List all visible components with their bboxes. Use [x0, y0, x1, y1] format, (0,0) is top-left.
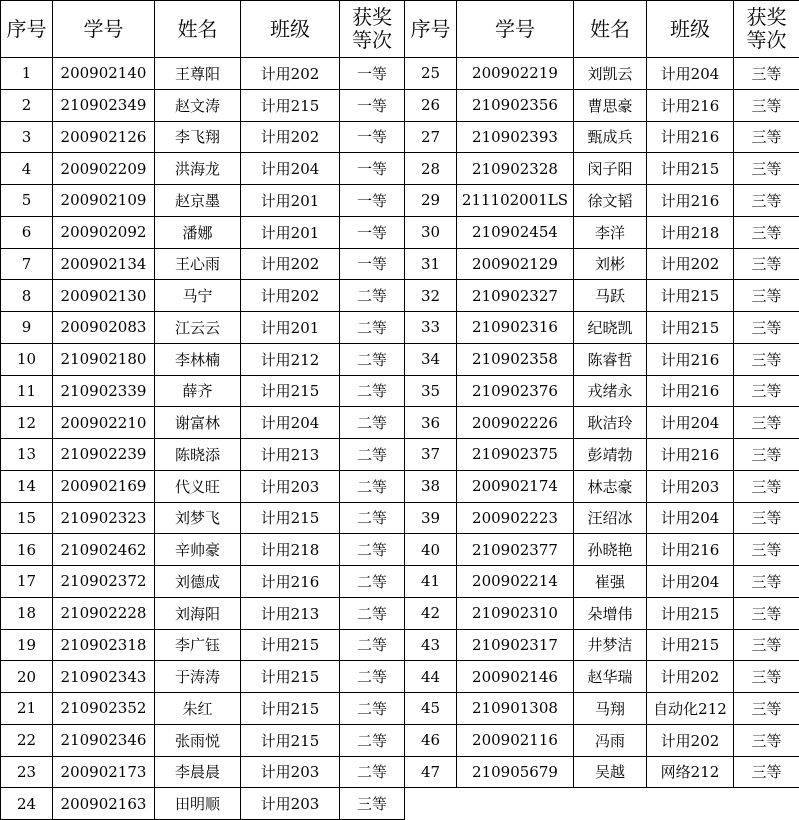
cell-award-level: 三等 — [734, 312, 799, 344]
cell-award-level: 二等 — [340, 343, 405, 375]
cell-award-level: 一等 — [340, 216, 405, 248]
cell-seq: 37 — [405, 439, 457, 471]
cell-student-id: 210902454 — [457, 216, 574, 248]
cell-class: 计用203 — [241, 470, 340, 502]
header-award-line1: 获奖 — [340, 6, 404, 29]
header-seq: 序号 — [1, 1, 53, 58]
cell-seq: 12 — [1, 407, 53, 439]
cell-award-level: 三等 — [734, 375, 799, 407]
cell-name: 马翔 — [574, 693, 647, 725]
cell-seq: 29 — [405, 185, 457, 217]
cell-seq: 16 — [1, 534, 53, 566]
cell-name: 陈晓添 — [155, 439, 241, 471]
cell-class: 计用203 — [241, 756, 340, 788]
cell-seq: 44 — [405, 661, 457, 693]
cell-class: 计用204 — [647, 58, 734, 90]
cell-award-level: 三等 — [734, 153, 799, 185]
table-row — [1, 280, 799, 312]
cell-name: 朱红 — [155, 693, 241, 725]
cell-student-id: 210902343 — [53, 661, 155, 693]
cell-award-level: 二等 — [340, 407, 405, 439]
cell-award-level: 二等 — [340, 280, 405, 312]
cell-name: 耿洁玲 — [574, 407, 647, 439]
cell-name: 谢富林 — [155, 407, 241, 439]
cell-name: 王尊阳 — [155, 58, 241, 90]
cell-award-level: 二等 — [340, 756, 405, 788]
cell-class: 计用204 — [241, 153, 340, 185]
cell-name: 马跃 — [574, 280, 647, 312]
cell-name: 陈睿哲 — [574, 343, 647, 375]
cell-class: 计用215 — [647, 312, 734, 344]
cell-class: 计用216 — [647, 121, 734, 153]
cell-seq: 31 — [405, 248, 457, 280]
cell-seq: 4 — [1, 153, 53, 185]
cell-name: 王心雨 — [155, 248, 241, 280]
cell-award-level: 三等 — [734, 216, 799, 248]
cell-seq: 33 — [405, 312, 457, 344]
cell-student-id: 210902356 — [457, 89, 574, 121]
cell-class: 计用215 — [241, 629, 340, 661]
cell-award-level: 二等 — [340, 312, 405, 344]
cell-name: 徐文韬 — [574, 185, 647, 217]
cell-class: 计用215 — [647, 280, 734, 312]
header-award-line2-right: 等次 — [734, 29, 799, 52]
cell-seq: 47 — [405, 756, 457, 788]
header-class: 班级 — [241, 1, 340, 58]
table-row — [1, 756, 799, 788]
cell-seq: 10 — [1, 343, 53, 375]
cell-class: 计用202 — [647, 248, 734, 280]
cell-award-level: 三等 — [734, 756, 799, 788]
table-row — [1, 534, 799, 566]
cell-award-level: 三等 — [734, 693, 799, 725]
table-row — [1, 693, 799, 725]
cell-class: 计用203 — [647, 470, 734, 502]
header-name-right: 姓名 — [574, 1, 647, 58]
cell-seq: 46 — [405, 724, 457, 756]
cell-student-id: 210902323 — [53, 502, 155, 534]
cell-seq: 11 — [1, 375, 53, 407]
header-seq-right: 序号 — [405, 1, 457, 58]
cell-award-level: 二等 — [340, 439, 405, 471]
cell-student-id: 210902339 — [53, 375, 155, 407]
cell-seq: 20 — [1, 661, 53, 693]
cell-student-id: 200902140 — [53, 58, 155, 90]
cell-award-level: 三等 — [734, 661, 799, 693]
table-row — [1, 312, 799, 344]
table-row — [1, 153, 799, 185]
cell-student-id: 210902393 — [457, 121, 574, 153]
cell-name: 吴越 — [574, 756, 647, 788]
cell-name: 刘彬 — [574, 248, 647, 280]
cell-seq: 27 — [405, 121, 457, 153]
cell-seq: 13 — [1, 439, 53, 471]
cell-class: 自动化212 — [647, 693, 734, 725]
cell-student-id: 210902239 — [53, 439, 155, 471]
table-row — [1, 216, 799, 248]
cell-name: 纪晓凯 — [574, 312, 647, 344]
cell-name: 田明顺 — [155, 788, 241, 820]
cell-class: 计用215 — [241, 375, 340, 407]
cell-name: 林志豪 — [574, 470, 647, 502]
table-row — [1, 89, 799, 121]
cell-seq: 18 — [1, 597, 53, 629]
cell-award-level: 三等 — [734, 89, 799, 121]
cell-name: 赵华瑞 — [574, 661, 647, 693]
cell-seq: 24 — [1, 788, 53, 820]
cell-award-level: 二等 — [340, 566, 405, 598]
cell-student-id: 200902083 — [53, 312, 155, 344]
cell-student-id: 200902226 — [457, 407, 574, 439]
cell-name: 于涛涛 — [155, 661, 241, 693]
cell-class: 计用202 — [241, 121, 340, 153]
cell-name: 江云云 — [155, 312, 241, 344]
cell-student-id: 210902180 — [53, 343, 155, 375]
cell-seq: 35 — [405, 375, 457, 407]
table-row — [1, 121, 799, 153]
cell-award-level: 三等 — [734, 185, 799, 217]
cell-class: 计用215 — [647, 597, 734, 629]
cell-student-id: 200902173 — [53, 756, 155, 788]
cell-award-level: 三等 — [734, 280, 799, 312]
cell-seq: 17 — [1, 566, 53, 598]
cell-award-level: 一等 — [340, 121, 405, 153]
cell-student-id: 200902109 — [53, 185, 155, 217]
cell-award-level: 二等 — [340, 597, 405, 629]
cell-class: 计用202 — [241, 280, 340, 312]
cell-seq: 38 — [405, 470, 457, 502]
cell-student-id: 200902214 — [457, 566, 574, 598]
cell-class: 网络212 — [647, 756, 734, 788]
table-row — [1, 58, 799, 90]
cell-class: 计用201 — [241, 216, 340, 248]
cell-class: 计用215 — [647, 629, 734, 661]
cell-seq: 22 — [1, 724, 53, 756]
header-name: 姓名 — [155, 1, 241, 58]
cell-student-id: 200902219 — [457, 58, 574, 90]
cell-student-id: 210902462 — [53, 534, 155, 566]
cell-name: 薛齐 — [155, 375, 241, 407]
cell-name: 李飞翔 — [155, 121, 241, 153]
cell-name: 潘娜 — [155, 216, 241, 248]
cell-award-level: 一等 — [340, 185, 405, 217]
cell-student-id: 210902318 — [53, 629, 155, 661]
cell-student-id: 200902092 — [53, 216, 155, 248]
cell-class: 计用216 — [647, 375, 734, 407]
cell-award-level: 三等 — [340, 788, 405, 820]
cell-seq: 40 — [405, 534, 457, 566]
cell-seq: 6 — [1, 216, 53, 248]
cell-seq: 42 — [405, 597, 457, 629]
table-row — [1, 597, 799, 629]
cell-student-id: 200902209 — [53, 153, 155, 185]
cell-student-id: 210902358 — [457, 343, 574, 375]
cell-student-id: 200902134 — [53, 248, 155, 280]
cell-name: 刘梦飞 — [155, 502, 241, 534]
cell-student-id: 210902228 — [53, 597, 155, 629]
header-award-level-right — [734, 1, 799, 58]
cell-student-id: 210902316 — [457, 312, 574, 344]
cell-seq: 30 — [405, 216, 457, 248]
cell-student-id: 210902346 — [53, 724, 155, 756]
cell-class: 计用203 — [241, 788, 340, 820]
cell-seq: 3 — [1, 121, 53, 153]
table-row — [1, 502, 799, 534]
cell-name: 冯雨 — [574, 724, 647, 756]
cell-award-level: 一等 — [340, 248, 405, 280]
cell-name: 李洋 — [574, 216, 647, 248]
cell-seq: 34 — [405, 343, 457, 375]
table-row — [1, 375, 799, 407]
cell-name: 代义旺 — [155, 470, 241, 502]
cell-student-id: 210902327 — [457, 280, 574, 312]
cell-class: 计用215 — [241, 502, 340, 534]
table-row — [1, 343, 799, 375]
cell-award-level: 二等 — [340, 661, 405, 693]
cell-student-id: 200902130 — [53, 280, 155, 312]
cell-seq: 32 — [405, 280, 457, 312]
cell-class: 计用204 — [241, 407, 340, 439]
cell-seq: 21 — [1, 693, 53, 725]
cell-class: 计用216 — [647, 534, 734, 566]
table-row — [1, 407, 799, 439]
cell-name: 刘凯云 — [574, 58, 647, 90]
cell-name: 辛帅豪 — [155, 534, 241, 566]
empty-cell — [405, 788, 799, 820]
cell-name: 彭靖勃 — [574, 439, 647, 471]
cell-student-id: 210902375 — [457, 439, 574, 471]
cell-class: 计用215 — [241, 661, 340, 693]
cell-award-level: 三等 — [734, 58, 799, 90]
cell-class: 计用202 — [647, 661, 734, 693]
cell-award-level: 三等 — [734, 502, 799, 534]
cell-student-id: 200902129 — [457, 248, 574, 280]
cell-class: 计用204 — [647, 502, 734, 534]
cell-student-id: 210902349 — [53, 89, 155, 121]
cell-name: 戎绪永 — [574, 375, 647, 407]
cell-class: 计用212 — [241, 343, 340, 375]
cell-class: 计用216 — [647, 185, 734, 217]
header-student-id-right: 学号 — [457, 1, 574, 58]
cell-award-level: 二等 — [340, 375, 405, 407]
cell-class: 计用216 — [647, 439, 734, 471]
cell-seq: 19 — [1, 629, 53, 661]
cell-seq: 15 — [1, 502, 53, 534]
cell-seq: 1 — [1, 58, 53, 90]
cell-award-level: 三等 — [734, 470, 799, 502]
cell-name: 张雨悦 — [155, 724, 241, 756]
table-row — [1, 185, 799, 217]
cell-student-id: 210902372 — [53, 566, 155, 598]
cell-seq: 8 — [1, 280, 53, 312]
cell-student-id: 210902310 — [457, 597, 574, 629]
cell-class: 计用218 — [647, 216, 734, 248]
cell-student-id: 211102001LS — [457, 185, 574, 217]
cell-class: 计用215 — [241, 89, 340, 121]
cell-student-id: 210902377 — [457, 534, 574, 566]
cell-award-level: 一等 — [340, 89, 405, 121]
cell-name: 孙晓艳 — [574, 534, 647, 566]
cell-award-level: 三等 — [734, 407, 799, 439]
cell-name: 李林楠 — [155, 343, 241, 375]
header-student-id: 学号 — [53, 1, 155, 58]
cell-name: 赵京墨 — [155, 185, 241, 217]
cell-class: 计用204 — [647, 566, 734, 598]
cell-name: 赵文涛 — [155, 89, 241, 121]
cell-class: 计用202 — [647, 724, 734, 756]
cell-class: 计用202 — [241, 58, 340, 90]
cell-award-level: 三等 — [734, 439, 799, 471]
cell-name: 汪绍冰 — [574, 502, 647, 534]
cell-award-level: 二等 — [340, 693, 405, 725]
cell-name: 曹思豪 — [574, 89, 647, 121]
cell-student-id: 200902210 — [53, 407, 155, 439]
header-award-line1-right: 获奖 — [734, 6, 799, 29]
cell-award-level: 二等 — [340, 502, 405, 534]
cell-seq: 7 — [1, 248, 53, 280]
cell-name: 李广钰 — [155, 629, 241, 661]
cell-student-id: 210902317 — [457, 629, 574, 661]
cell-award-level: 三等 — [734, 343, 799, 375]
header-class-right: 班级 — [647, 1, 734, 58]
cell-name: 刘海阳 — [155, 597, 241, 629]
table-row — [1, 248, 799, 280]
cell-award-level: 三等 — [734, 629, 799, 661]
cell-award-level: 三等 — [734, 248, 799, 280]
cell-seq: 25 — [405, 58, 457, 90]
table-row — [1, 788, 799, 820]
cell-award-level: 二等 — [340, 534, 405, 566]
cell-student-id: 200902174 — [457, 470, 574, 502]
cell-class: 计用215 — [241, 724, 340, 756]
cell-award-level: 一等 — [340, 58, 405, 90]
cell-class: 计用218 — [241, 534, 340, 566]
cell-award-level: 二等 — [340, 629, 405, 661]
table-row — [1, 566, 799, 598]
cell-award-level: 三等 — [734, 566, 799, 598]
cell-name: 甄成兵 — [574, 121, 647, 153]
cell-class: 计用204 — [647, 407, 734, 439]
header-award-level — [340, 1, 405, 58]
cell-class: 计用216 — [647, 89, 734, 121]
cell-name: 李晨晨 — [155, 756, 241, 788]
cell-student-id: 210901308 — [457, 693, 574, 725]
table-row — [1, 724, 799, 756]
cell-award-level: 三等 — [734, 534, 799, 566]
cell-student-id: 210902352 — [53, 693, 155, 725]
cell-class: 计用213 — [241, 597, 340, 629]
cell-class: 计用215 — [241, 693, 340, 725]
cell-award-level: 三等 — [734, 121, 799, 153]
table-row — [1, 470, 799, 502]
cell-name: 洪海龙 — [155, 153, 241, 185]
cell-seq: 26 — [405, 89, 457, 121]
cell-award-level: 二等 — [340, 724, 405, 756]
cell-student-id: 210905679 — [457, 756, 574, 788]
cell-seq: 23 — [1, 756, 53, 788]
cell-class: 计用213 — [241, 439, 340, 471]
cell-class: 计用201 — [241, 185, 340, 217]
cell-seq: 14 — [1, 470, 53, 502]
cell-student-id: 200902169 — [53, 470, 155, 502]
cell-student-id: 210902328 — [457, 153, 574, 185]
table-body — [1, 58, 799, 820]
cell-student-id: 200902163 — [53, 788, 155, 820]
cell-name: 刘德成 — [155, 566, 241, 598]
cell-seq: 43 — [405, 629, 457, 661]
cell-seq: 5 — [1, 185, 53, 217]
table-row — [1, 629, 799, 661]
cell-class: 计用201 — [241, 312, 340, 344]
cell-class: 计用215 — [647, 153, 734, 185]
cell-seq: 2 — [1, 89, 53, 121]
cell-award-level: 二等 — [340, 470, 405, 502]
cell-name: 朵增伟 — [574, 597, 647, 629]
cell-class: 计用216 — [241, 566, 340, 598]
cell-award-level: 三等 — [734, 724, 799, 756]
cell-name: 井梦洁 — [574, 629, 647, 661]
cell-student-id: 200902223 — [457, 502, 574, 534]
cell-name: 马宁 — [155, 280, 241, 312]
cell-seq: 41 — [405, 566, 457, 598]
cell-name: 闵子阳 — [574, 153, 647, 185]
header-award-line2: 等次 — [340, 29, 404, 52]
cell-name: 崔强 — [574, 566, 647, 598]
cell-seq: 28 — [405, 153, 457, 185]
cell-class: 计用202 — [241, 248, 340, 280]
header-row — [1, 1, 799, 58]
cell-student-id: 200902116 — [457, 724, 574, 756]
table-row — [1, 439, 799, 471]
cell-seq: 45 — [405, 693, 457, 725]
cell-class: 计用216 — [647, 343, 734, 375]
cell-student-id: 210902376 — [457, 375, 574, 407]
cell-award-level: 三等 — [734, 597, 799, 629]
cell-student-id: 200902126 — [53, 121, 155, 153]
cell-student-id: 200902146 — [457, 661, 574, 693]
cell-seq: 9 — [1, 312, 53, 344]
cell-seq: 36 — [405, 407, 457, 439]
table-row — [1, 661, 799, 693]
cell-award-level: 一等 — [340, 153, 405, 185]
cell-seq: 39 — [405, 502, 457, 534]
